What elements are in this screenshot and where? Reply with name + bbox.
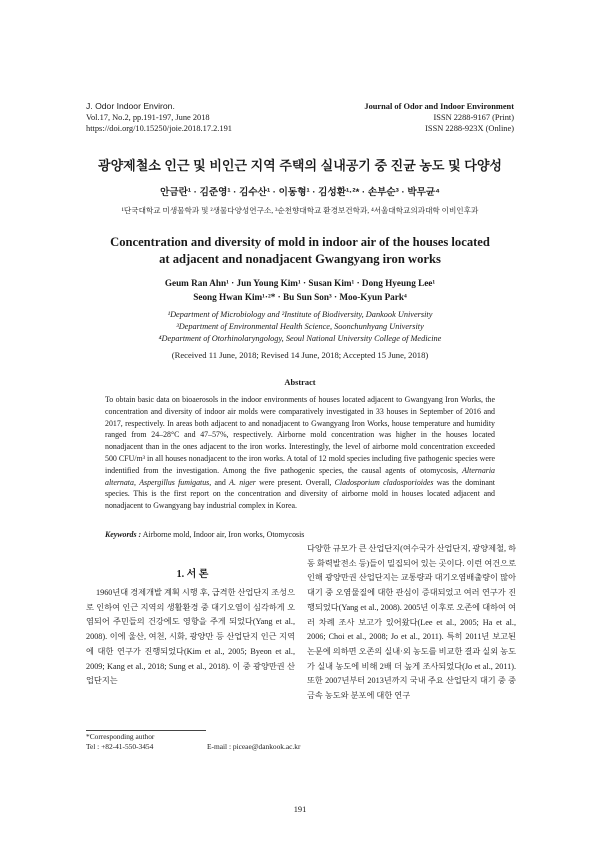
english-title-line-2: at adjacent and nonadjacent Gwangyang iron works: [159, 252, 441, 266]
species-alternaria: Alternaria alternata: [105, 465, 495, 487]
english-affiliations: [0, 309, 600, 345]
keywords: [105, 530, 495, 539]
footnote: [86, 732, 386, 752]
footnote-divider: [86, 730, 206, 731]
abstract-part-1: To obtain basic data on bioaerosols in the indoor environments of houses located adjacent to Gwangyang Iron Works, the concentration and diversity of indoor air molds were comparatively investigated in 33 houses in September of 2016 and 2017, respectively. In areas both adjacent to and nonadjacent to Gwangyang Iron Works, house temperature and humidity ranged from 24–28°C and 47–57%, respectively. Airborne mold concentration was higher in the houses located nonadjacent than in the ones adjacent to the iron works. Interestingly, the level of airborne mold concentration exceeded 500 CFU/m³ in all houses nonadjacent to the iron works. A total of 12 mold species including five pathogenic species were indentified from the investigation. Among the five pathogenic species, the causal agents of otomycosis,: [105, 395, 495, 475]
journal-header-right: [364, 101, 514, 134]
english-authors-line-2: Seong Hwan Kim¹·²* · Bu Sun Son³ · Moo-Kyun Park⁴: [193, 292, 407, 302]
species-aspergillus-niger: A. niger: [229, 477, 256, 487]
english-authors: [0, 276, 600, 304]
journal-short-name: J. Odor Indoor Environ.: [86, 101, 175, 111]
received-dates: (Received 11 June, 2018; Revised 14 June, 2018; Accepted 15 June, 2018): [171, 350, 429, 360]
abstract-sep-1: ,: [133, 477, 140, 487]
keywords-label: Keywords :: [105, 530, 142, 539]
author-phone: Tel : +82-41-550-3454: [86, 742, 154, 751]
abstract-sep-2: , and: [209, 477, 230, 487]
section-heading-introduction: 1. 서 론: [176, 569, 209, 580]
abstract-heading: Abstract: [284, 378, 316, 387]
body-column-right: [307, 542, 516, 704]
abstract-part-2: were present. Overall,: [255, 477, 335, 487]
page-number: 191: [293, 805, 307, 814]
abstract-part-3: was the dominant species. This is the first report on the concentration and diversity of airborne mold in houses located adjacent and nonadjacent to Gwangyang bay industrial complex in Korea.: [105, 477, 495, 511]
issn-online: ISSN 2288-923X (Online): [425, 124, 514, 133]
english-title-line-1: Concentration and diversity of mold in indoor air of the houses located: [110, 235, 490, 249]
affiliation-line-2: ³Department of Environmental Health Science, Soonchunhyang University: [176, 322, 424, 331]
body-paragraph: 다양한 규모가 큰 산업단지(여수국가 산업단지, 광양제철, 하동 화력발전소 등)들이 밀집되어 있는 곳이다. 이런 여건으로 인해 광양만권 산업단지는 교통량과 대기오염배출량이 많아 대기 중 오염물질에 대한 관심이 증대되었고 여러 연구가 진행되었다(Yang et al., 2008). 2005년 이후로 오존에 대하여 여러 차례 조사 보고가 있어왔다(Lee et al., 2005; Ha et al., 2006; Choi et al., 2008; Jo et al., 2011). 특히 2011년 보고된 논문에 의하면 오존의 실내·외 농도를 비교한 결과 실외 농도가 실내 농도에 비해 2배 더 높게 조사되었다(Jo et al., 2011). 또한 2007년부터 2013년까지 국내 주요 산업단지 대기 중 중금속 농도와 분포에 대한 연구: [307, 544, 516, 701]
english-authors-line-1: Geum Ran Ahn¹ · Jun Young Kim¹ · Susan Kim¹ · Dong Hyeung Lee¹: [164, 278, 436, 288]
body-paragraph: 1960년대 경제개발 계획 시행 후, 급격한 산업단지 조성으로 인하여 인근 지역의 생활환경 중 대기오염이 심각하게 오염되어 주민들의 건강에도 영향을 주게 되었다(Yang et al., 2008). 이에 울산, 여천, 시화, 광양만 등 산업단지 인근 지역에 대한 연구가 진행되었다(Kim et al., 2005; Byeon et al., 2009; Kang et al., 2018; Sung et al., 2018). 이 중 광양만권 산업단지는: [86, 588, 295, 686]
species-cladosporium: Cladosporium cladosporioides: [334, 477, 434, 487]
corresponding-author-label: *Corresponding author: [86, 732, 155, 741]
keywords-list: Airborne mold, Indoor air, Iron works, Otomycosis: [141, 530, 305, 539]
affiliation-line-3: ⁴Department of Otorhinolaryngology, Seoul National University College of Medicine: [158, 334, 442, 343]
journal-header-left: [86, 101, 232, 134]
author-email[interactable]: E-mail : piceae@dankook.ac.kr: [207, 742, 301, 751]
affiliation-line-1: ¹Department of Microbiology and ²Institute of Biodiversity, Dankook University: [167, 310, 433, 319]
korean-title: 광양제철소 인근 및 비인근 지역 주택의 실내공기 중 진균 농도 및 다양성: [98, 158, 502, 173]
species-aspergillus-fumigatus: Aspergillus fumigatus: [139, 477, 210, 487]
body-column-left: [86, 586, 295, 689]
korean-affiliations: ¹단국대학교 미생물학과 및 ²생물다양성연구소, ³순천향대학교 환경보건학과, ⁴서울대학교의과대학 이비인후과: [121, 206, 479, 215]
issn-print: ISSN 2288-9167 (Print): [433, 113, 514, 122]
korean-authors: 안금란¹ · 김준영¹ · 김수산¹ · 이동형¹ · 김성환¹·²* · 손부순³ · 박무균⁴: [160, 187, 440, 198]
volume-info: Vol.17, No.2, pp.191-197, June 2018: [86, 113, 210, 122]
abstract-text: [105, 394, 495, 512]
english-title: [60, 234, 540, 268]
journal-full-name: Journal of Odor and Indoor Environment: [364, 102, 514, 111]
doi-link[interactable]: https://doi.org/10.15250/joie.2018.17.2.191: [86, 124, 232, 133]
